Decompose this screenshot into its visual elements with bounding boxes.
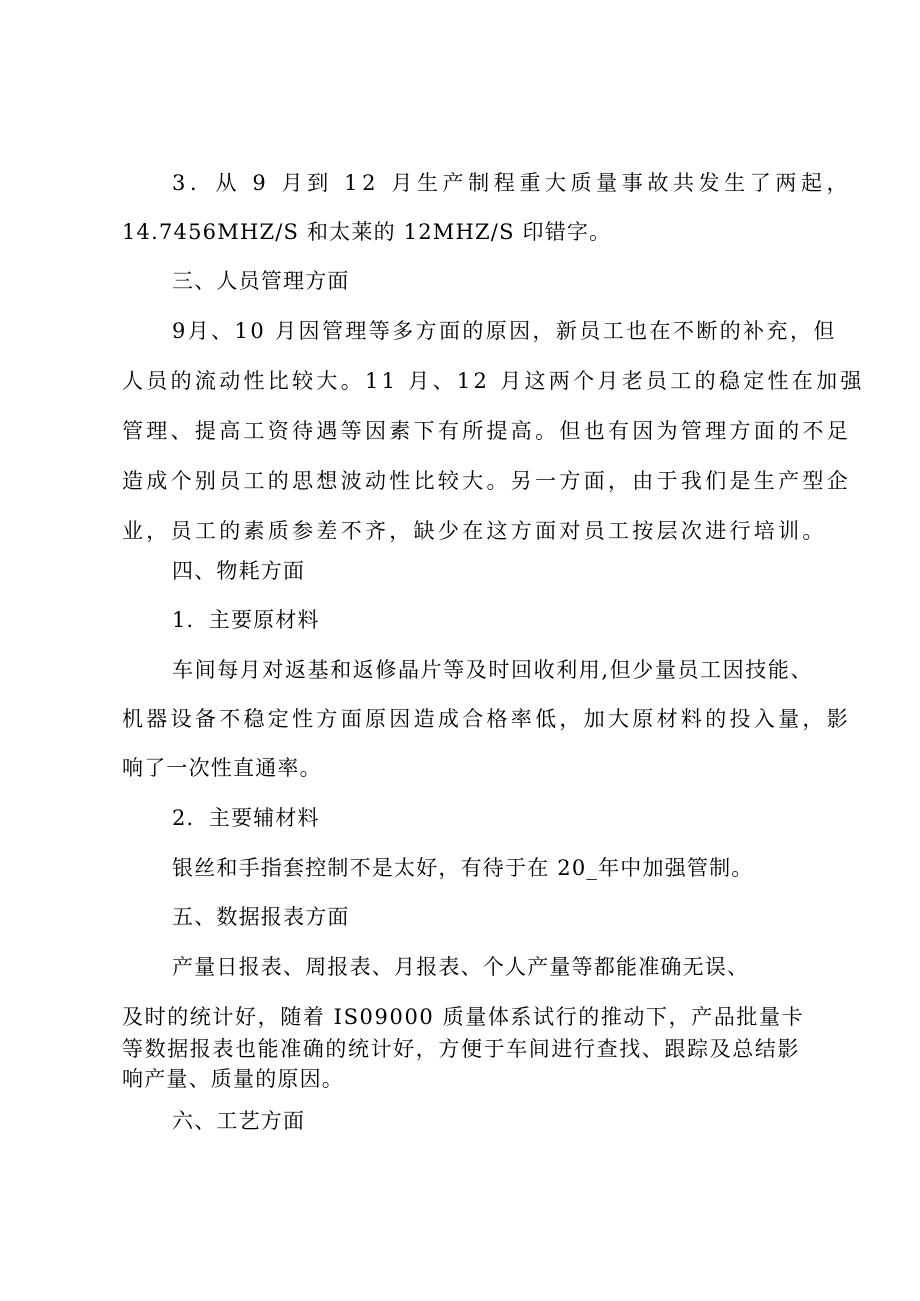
subheading-auxiliary-materials: 2．主要辅材料 [172,806,320,830]
paragraph-line-13: 及时的统计好，随着 IS09000 质量体系试行的推动下，产品批量卡 [122,1005,805,1029]
paragraph-line-8: 车间每月对返基和返修晶片等及时回收利用,但少量员工因技能、 [172,658,814,682]
paragraph-line-4: 人员的流动性比较大。11 月、12 月这两个月老员工的稳定性在加强 [122,369,865,393]
paragraph-line-14: 等数据报表也能准确的统计好，方便于车间进行查找、跟踪及总结影 [122,1037,800,1061]
paragraph-line-6: 造成个别员工的思想波动性比较大。另一方面，由于我们是生产型企 [122,469,851,493]
section-heading-personnel: 三、人员管理方面 [172,269,350,293]
section-heading-reports: 五、数据报表方面 [172,905,350,929]
section-heading-process: 六、工艺方面 [172,1109,306,1133]
paragraph-line-3: 9月、10 月因管理等多方面的原因，新员工也在不断的补充，但 [172,319,837,343]
paragraph-line-15: 响产量、质量的原因。 [122,1067,344,1091]
paragraph-line-9: 机器设备不稳定性方面原因造成合格率低，加大原材料的投入量，影 [122,707,851,731]
paragraph-line-12: 产量日报表、周报表、月报表、个人产量等都能准确无误、 [172,955,750,979]
section-heading-materials: 四、物耗方面 [172,559,306,583]
paragraph-line-5: 管理、提高工资待遇等因素下有所提高。但也有因为管理方面的不足 [122,419,851,443]
paragraph-line-10: 响了一次性直通率。 [122,756,322,780]
subheading-main-materials: 1．主要原材料 [172,608,320,632]
paragraph-line-7: 业，员工的素质参差不齐，缺少在这方面对员工按层次进行培训。 [122,519,827,543]
paragraph-line-1: 3．从 9 月到 12 月生产制程重大质量事故共发生了两起， [172,171,853,195]
paragraph-line-11: 银丝和手指套控制不是太好，有待于在 20_年中加强管制。 [172,856,754,880]
paragraph-line-2: 14.7456MHZ/S 和太莱的 12MHZ/S 印错字。 [122,220,612,244]
